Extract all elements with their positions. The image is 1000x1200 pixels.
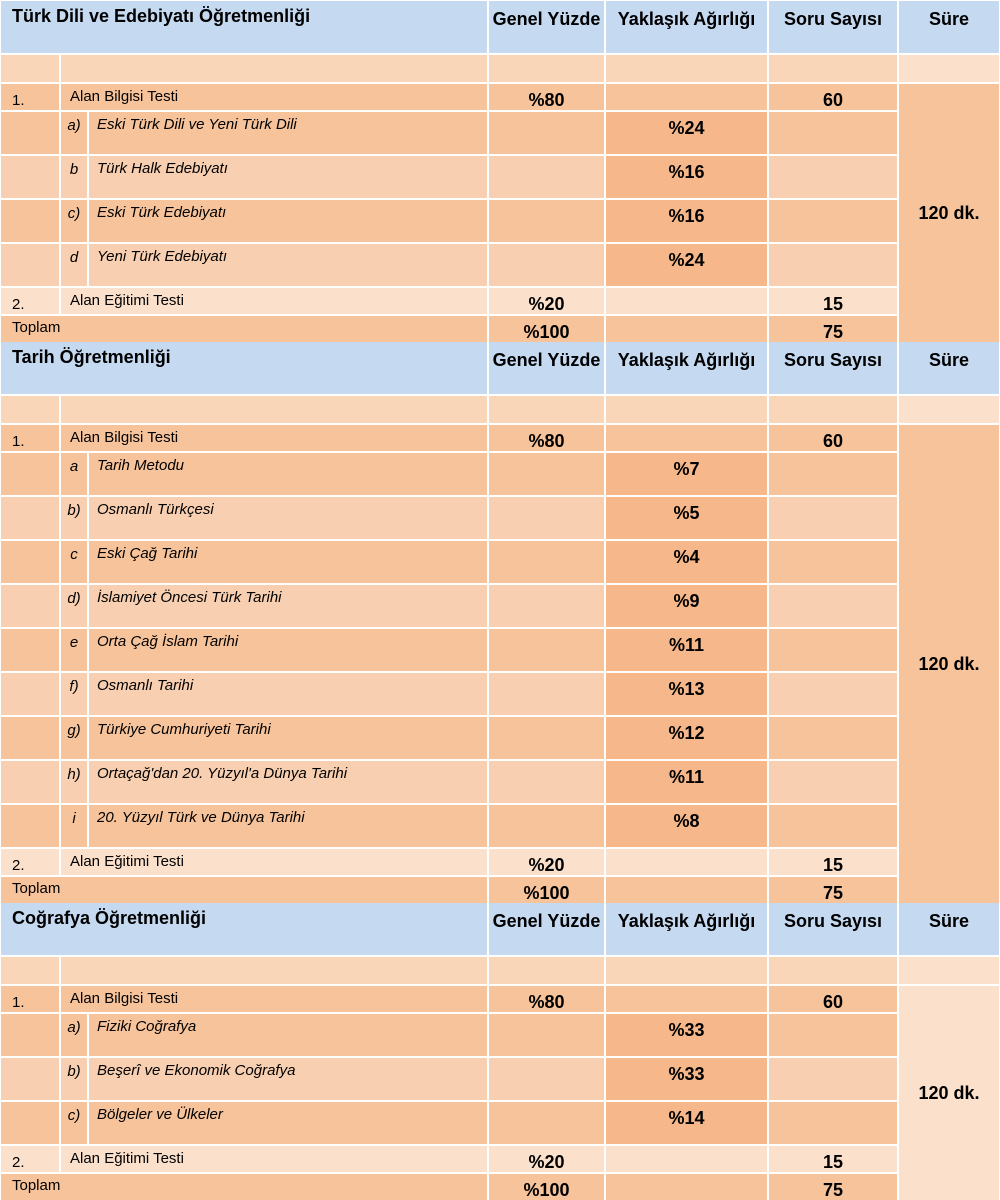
total-weight-empty [606,1174,767,1200]
subitem-indent [1,112,59,154]
item-number: 2. [1,1146,59,1172]
subitem-percent-empty [489,585,604,627]
item-count: 15 [769,849,897,875]
total-count: 75 [769,877,897,903]
subitem-indent [1,717,59,759]
subitem-letter: i [61,805,87,847]
subitem-label: Fiziki Coğrafya [89,1014,487,1056]
subitem-indent [1,1102,59,1144]
item-label: Alan Bilgisi Testi [61,84,487,110]
section-title: Coğrafya Öğretmenliği [1,903,487,955]
column-header-count: Soru Sayısı [769,903,897,955]
subitem-percent-empty [489,1058,604,1100]
duration-value: 120 dk. [899,425,999,903]
blank-cell [899,957,999,984]
subitem-indent [1,761,59,803]
subitem-percent-empty [489,112,604,154]
item-percent: %80 [489,986,604,1012]
subitem-count-empty [769,112,897,154]
subitem-percent-empty [489,673,604,715]
subitem-letter: c) [61,200,87,242]
item-count: 15 [769,1146,897,1172]
subitem-weight: %11 [606,629,767,671]
subitem-weight: %24 [606,112,767,154]
blank-cell [769,957,897,984]
subitem-indent [1,200,59,242]
blank-cell [606,396,767,423]
subitem-label: Orta Çağ İslam Tarihi [89,629,487,671]
item-label: Alan Eğitimi Testi [61,288,487,314]
blank-cell [489,55,604,82]
subitem-indent [1,805,59,847]
subitem-indent [1,1058,59,1100]
subitem-weight: %9 [606,585,767,627]
item-weight-empty [606,84,767,110]
blank-cell [1,55,59,82]
blank-cell [606,55,767,82]
subitem-weight: %12 [606,717,767,759]
blank-cell [1,957,59,984]
blank-cell [606,957,767,984]
column-header-percent: Genel Yüzde [489,342,604,394]
subitem-percent-empty [489,761,604,803]
item-percent: %20 [489,849,604,875]
blank-cell [61,396,487,423]
column-header-percent: Genel Yüzde [489,1,604,53]
subitem-percent-empty [489,1102,604,1144]
subitem-letter: a [61,453,87,495]
subitem-percent-empty [489,805,604,847]
subitem-label: Eski Türk Dili ve Yeni Türk Dili [89,112,487,154]
subitem-indent [1,244,59,286]
subitem-weight: %33 [606,1058,767,1100]
subitem-indent [1,629,59,671]
subitem-letter: b) [61,497,87,539]
column-header-weight: Yaklaşık Ağırlığı [606,342,767,394]
subitem-weight: %24 [606,244,767,286]
subitem-letter: c [61,541,87,583]
blank-cell [489,396,604,423]
item-weight-empty [606,1146,767,1172]
subitem-count-empty [769,1058,897,1100]
item-weight-empty [606,986,767,1012]
subitem-percent-empty [489,244,604,286]
item-weight-empty [606,288,767,314]
item-label: Alan Eğitimi Testi [61,1146,487,1172]
subitem-letter: b [61,156,87,198]
subitem-count-empty [769,244,897,286]
subitem-percent-empty [489,200,604,242]
subitem-count-empty [769,1102,897,1144]
subitem-weight: %4 [606,541,767,583]
subitem-weight: %14 [606,1102,767,1144]
item-weight-empty [606,425,767,451]
subitem-percent-empty [489,1014,604,1056]
subitem-label: Yeni Türk Edebiyatı [89,244,487,286]
subitem-count-empty [769,541,897,583]
item-label: Alan Bilgisi Testi [61,425,487,451]
subitem-label: Ortaçağ'dan 20. Yüzyıl'a Dünya Tarihi [89,761,487,803]
subitem-indent [1,1014,59,1056]
total-percent: %100 [489,316,604,342]
subitem-count-empty [769,629,897,671]
subitem-label: 20. Yüzyıl Türk ve Dünya Tarihi [89,805,487,847]
total-percent: %100 [489,877,604,903]
item-number: 1. [1,84,59,110]
subitem-letter: e [61,629,87,671]
subitem-count-empty [769,673,897,715]
blank-cell [769,396,897,423]
column-header-count: Soru Sayısı [769,342,897,394]
item-number: 1. [1,986,59,1012]
subitem-percent-empty [489,156,604,198]
total-label: Toplam [1,877,487,903]
subitem-weight: %16 [606,200,767,242]
subitem-label: İslamiyet Öncesi Türk Tarihi [89,585,487,627]
subitem-label: Eski Çağ Tarihi [89,541,487,583]
subitem-weight: %8 [606,805,767,847]
subitem-count-empty [769,453,897,495]
subitem-letter: c) [61,1102,87,1144]
item-count: 60 [769,425,897,451]
subitem-label: Türkiye Cumhuriyeti Tarihi [89,717,487,759]
item-weight-empty [606,849,767,875]
item-count: 15 [769,288,897,314]
item-count: 60 [769,986,897,1012]
subitem-label: Tarih Metodu [89,453,487,495]
item-count: 60 [769,84,897,110]
subitem-count-empty [769,200,897,242]
subitem-count-empty [769,805,897,847]
column-header-weight: Yaklaşık Ağırlığı [606,1,767,53]
subitem-count-empty [769,717,897,759]
column-header-duration: Süre [899,903,999,955]
blank-cell [1,396,59,423]
subitem-count-empty [769,585,897,627]
total-label: Toplam [1,316,487,342]
subitem-label: Osmanlı Tarihi [89,673,487,715]
total-count: 75 [769,1174,897,1200]
section-title: Tarih Öğretmenliği [1,342,487,394]
item-label: Alan Bilgisi Testi [61,986,487,1012]
total-weight-empty [606,877,767,903]
subitem-percent-empty [489,497,604,539]
item-number: 1. [1,425,59,451]
subitem-weight: %5 [606,497,767,539]
column-header-duration: Süre [899,342,999,394]
subitem-weight: %13 [606,673,767,715]
item-number: 2. [1,849,59,875]
subitem-weight: %11 [606,761,767,803]
subitem-letter: h) [61,761,87,803]
subitem-weight: %33 [606,1014,767,1056]
item-label: Alan Eğitimi Testi [61,849,487,875]
subitem-percent-empty [489,717,604,759]
subitem-label: Türk Halk Edebiyatı [89,156,487,198]
subitem-percent-empty [489,541,604,583]
subitem-letter: a) [61,1014,87,1056]
subitem-count-empty [769,1014,897,1056]
subitem-indent [1,673,59,715]
blank-cell [899,55,999,82]
total-weight-empty [606,316,767,342]
subitem-percent-empty [489,453,604,495]
total-label: Toplam [1,1174,487,1200]
item-number: 2. [1,288,59,314]
subitem-indent [1,585,59,627]
section-title: Türk Dili ve Edebiyatı Öğretmenliği [1,1,487,53]
subitem-count-empty [769,156,897,198]
subitem-count-empty [769,761,897,803]
duration-value: 120 dk. [899,84,999,342]
subitem-label: Osmanlı Türkçesi [89,497,487,539]
column-header-duration: Süre [899,1,999,53]
subitem-percent-empty [489,629,604,671]
subitem-letter: d) [61,585,87,627]
subitem-letter: d [61,244,87,286]
total-count: 75 [769,316,897,342]
total-percent: %100 [489,1174,604,1200]
subitem-weight: %16 [606,156,767,198]
subitem-label: Bölgeler ve Ülkeler [89,1102,487,1144]
duration-value: 120 dk. [899,986,999,1200]
blank-cell [489,957,604,984]
subitem-letter: a) [61,112,87,154]
column-header-percent: Genel Yüzde [489,903,604,955]
blank-cell [61,957,487,984]
item-percent: %80 [489,425,604,451]
column-header-count: Soru Sayısı [769,1,897,53]
subitem-letter: g) [61,717,87,759]
subitem-label: Beşerî ve Ekonomik Coğrafya [89,1058,487,1100]
column-header-weight: Yaklaşık Ağırlığı [606,903,767,955]
subitem-indent [1,453,59,495]
blank-cell [899,396,999,423]
subitem-indent [1,156,59,198]
blank-cell [61,55,487,82]
subitem-letter: f) [61,673,87,715]
subitem-weight: %7 [606,453,767,495]
subitem-indent [1,541,59,583]
item-percent: %80 [489,84,604,110]
subitem-count-empty [769,497,897,539]
subitem-letter: b) [61,1058,87,1100]
subitem-indent [1,497,59,539]
blank-cell [769,55,897,82]
subitem-label: Eski Türk Edebiyatı [89,200,487,242]
item-percent: %20 [489,1146,604,1172]
item-percent: %20 [489,288,604,314]
